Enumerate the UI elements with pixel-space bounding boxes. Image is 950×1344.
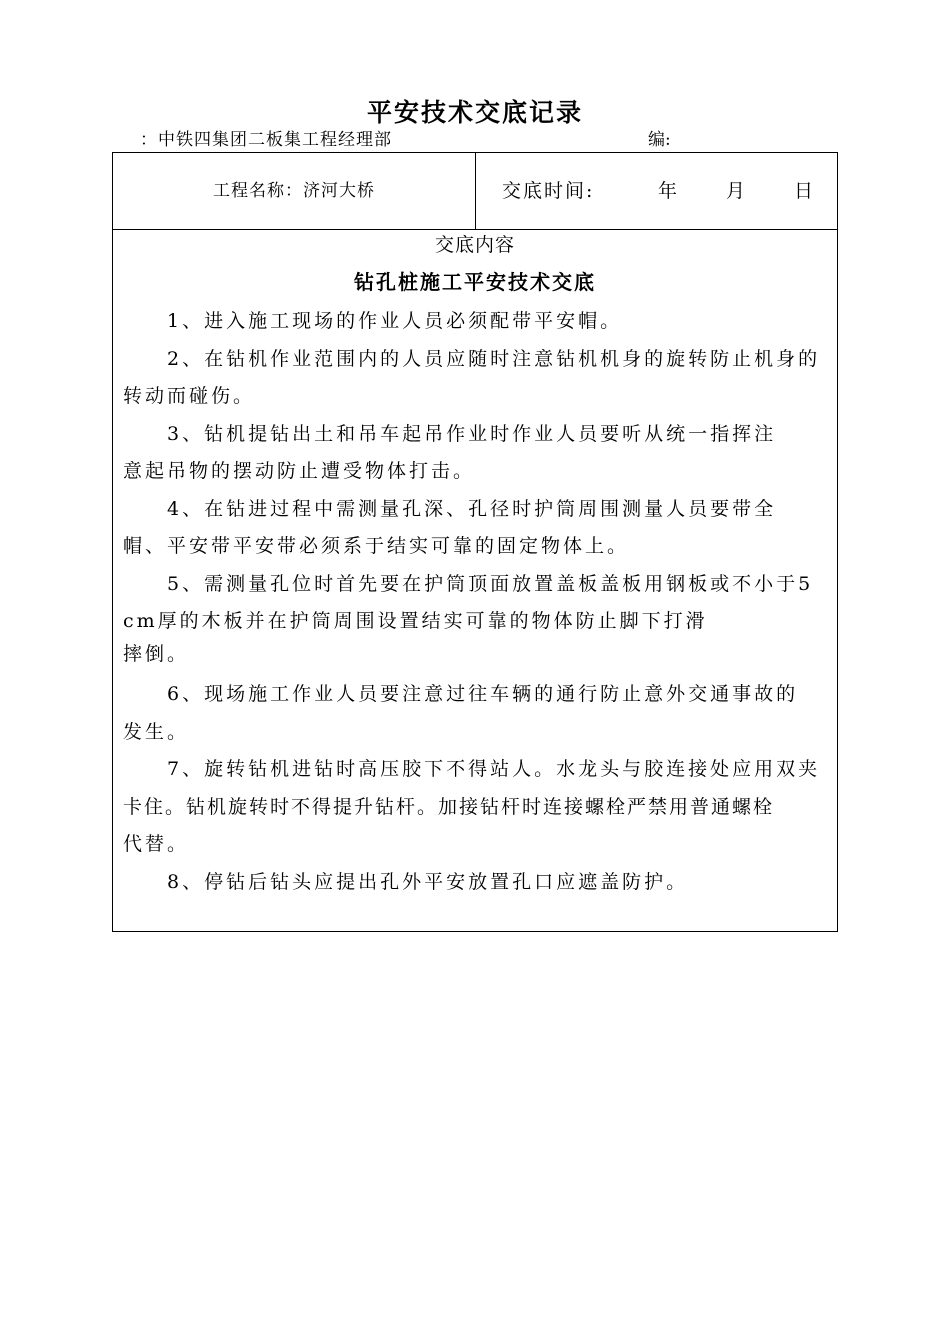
content-line: 3、钻机提钻出土和吊车起吊作业时作业人员要听从统一指挥注 — [167, 423, 777, 445]
content-line: 意起吊物的摆动防止遭受物体打击。 — [123, 460, 476, 482]
briefing-date-cell — [476, 153, 837, 229]
briefing-date-label: 交底时间: — [502, 180, 595, 202]
content-line: 1、进入施工现场的作业人员必须配带平安帽。 — [167, 310, 623, 332]
document-code-label: 编: — [648, 130, 671, 150]
content-line: 卡住。钻机旋转时不得提升钻杆。加接钻杆时连接螺栓严禁用普通螺栓 — [123, 796, 775, 818]
document-header — [140, 128, 840, 152]
content-line: cm厚的木板并在护筒周围设置结实可靠的物体防止脚下打滑 — [123, 610, 708, 632]
project-name-cell: 工程名称：济河大桥 — [113, 153, 476, 229]
content-line: 6、现场施工作业人员要注意过往车辆的通行防止意外交通事故的 — [167, 683, 799, 705]
content-line: 转动而碰伤。 — [123, 385, 256, 407]
content-line: 7、旋转钻机进钻时高压胶下不得站人。水龙头与胶连接处应用双夹 — [167, 758, 821, 780]
table-header-row — [113, 153, 837, 230]
organization-text: ：中铁四集团二板集工程经理部 — [140, 130, 392, 150]
date-month-label: 月 — [726, 180, 748, 202]
date-year-label: 年 — [658, 180, 680, 202]
content-label: 交底内容 — [434, 234, 515, 256]
content-line: 帽、平安带平安带必须系于结实可靠的固定物体上。 — [123, 535, 630, 557]
document-title: 平安技术交底记录 — [366, 98, 583, 127]
content-line: 8、停钻后钻头应提出孔外平安放置孔口应遮盖防护。 — [167, 871, 689, 893]
content-line: 代替。 — [123, 833, 190, 855]
content-title: 钻孔桩施工平安技术交底 — [354, 270, 596, 294]
date-day-label: 日 — [794, 180, 816, 202]
content-line: 摔倒。 — [123, 643, 190, 665]
record-table — [112, 152, 838, 932]
content-line: 2、在钻机作业范围内的人员应随时注意钻机机身的旋转防止机身的 — [167, 348, 821, 370]
briefing-content-area — [113, 230, 837, 930]
content-line: 4、在钻进过程中需测量孔深、孔径时护筒周围测量人员要带全 — [167, 498, 777, 520]
content-line: 发生。 — [123, 721, 190, 743]
content-line: 5、需测量孔位时首先要在护筒顶面放置盖板盖板用钢板或不小于5 — [167, 573, 814, 595]
